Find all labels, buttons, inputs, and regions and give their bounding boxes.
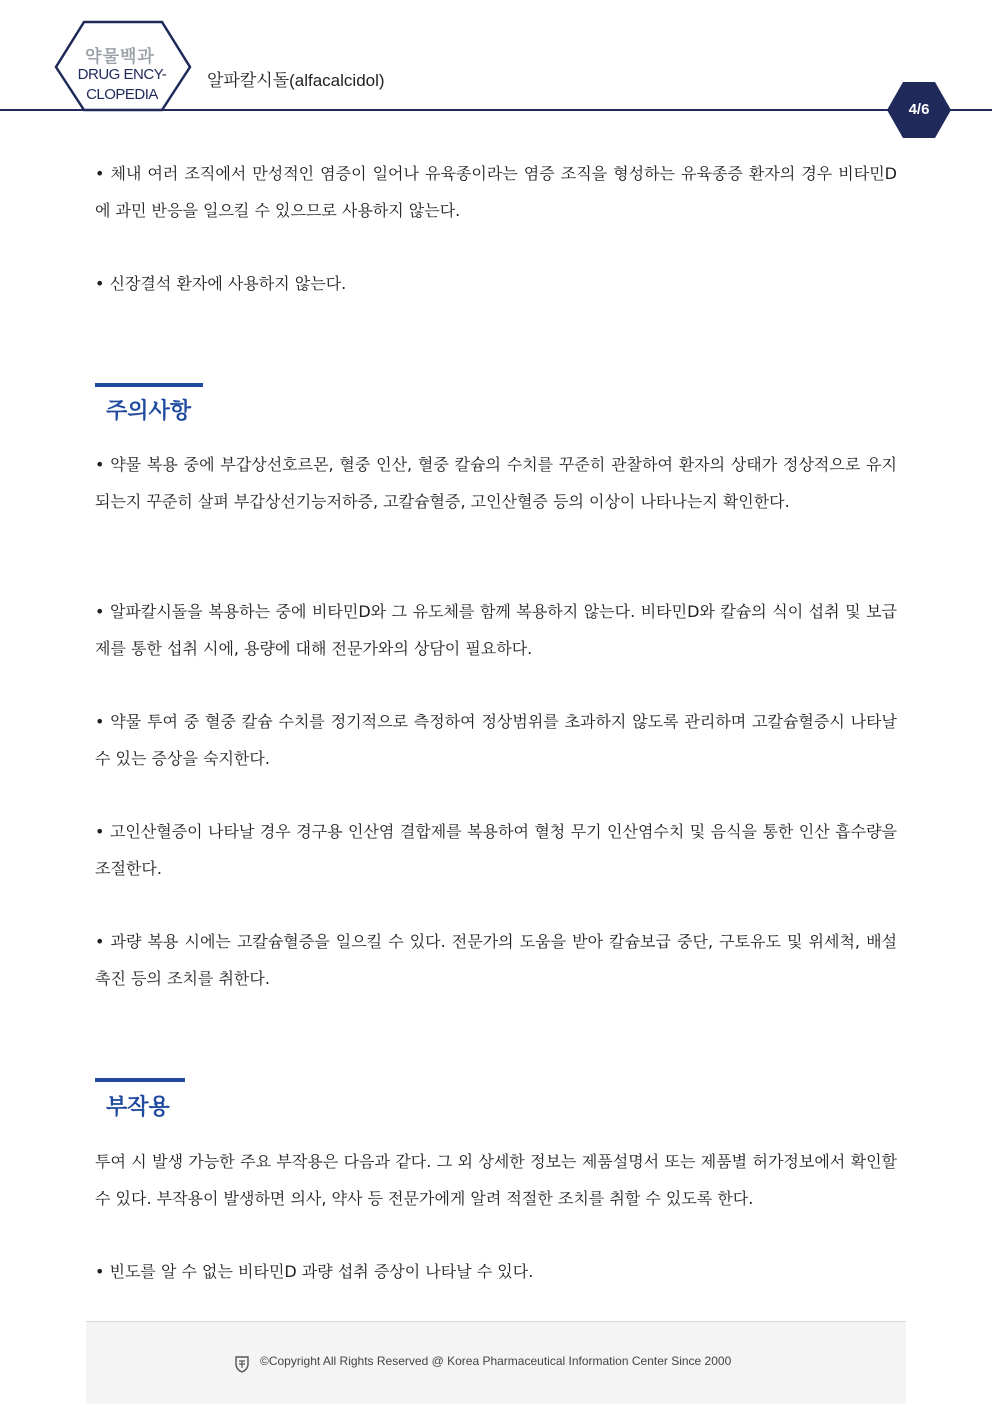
section-bar-precautions [95, 383, 203, 387]
page-indicator: 4/6 [908, 101, 930, 118]
list-item: • 과량 복용 시에는 고칼슘혈증을 일으킬 수 있다. 전문가의 도움을 받아 칼슘보급 중단, 구토유도 및 위세척, 배설 촉진 등의 조치를 취한다. [95, 932, 897, 988]
footer [86, 1321, 906, 1404]
logo-korean-text: 약물백과 [85, 47, 155, 66]
shield-emblem-icon [234, 1355, 250, 1373]
logo-english-line1: DRUG ENCY- [77, 66, 167, 83]
copyright-text: ©Copyright All Rights Reserved @ Korea Pharmaceutical Information Center Since 2000 [260, 1354, 732, 1368]
list-item: • 체내 여러 조직에서 만성적인 염증이 일어나 유육종이라는 염증 조직을 형성하는 유육종증 환자의 경우 비타민D에 과민 반응을 일으킬 수 있으므로 사용하지 않는다. [95, 164, 897, 220]
section-title-side-effects: 부작용 [106, 1095, 170, 1120]
list-item: • 약물 투여 중 혈중 칼슘 수치를 정기적으로 측정하여 정상범위를 초과하지 않도록 관리하며 고칼슘혈증시 나타날 수 있는 증상을 숙지한다. [95, 712, 897, 768]
document-title: 알파칼시돌(alfacalcidol) [207, 71, 385, 90]
header-divider [0, 109, 992, 111]
side-effects-intro: 투여 시 발생 가능한 주요 부작용은 다음과 같다. 그 외 상세한 정보는 제품설명서 또는 제품별 허가정보에서 확인할 수 있다. 부작용이 발생하면 의사, 약사 등 전문가에게 알려 적절한 조치를 취할 수 있도록 한다. [95, 1152, 897, 1208]
list-item: • 고인산혈증이 나타날 경우 경구용 인산염 결합제를 복용하여 혈청 무기 인산염수치 및 음식을 통한 인산 흡수량을 조절한다. [95, 822, 897, 878]
list-item: • 알파칼시돌을 복용하는 중에 비타민D와 그 유도체를 함께 복용하지 않는다. 비타민D와 칼슘의 식이 섭취 및 보급제를 통한 섭취 시에, 용량에 대해 전문가와의 상담이 필요하다. [95, 602, 897, 658]
logo-english-line2: CLOPEDIA [86, 86, 158, 103]
section-title-precautions: 주의사항 [106, 399, 192, 424]
section-bar-side-effects [95, 1078, 185, 1082]
list-item: • 약물 복용 중에 부갑상선호르몬, 혈중 인산, 혈중 칼슘의 수치를 꾸준히 관찰하여 환자의 상태가 정상적으로 유지되는지 꾸준히 살펴 부갑상선기능저하증, 고칼슘혈증, 고인산혈증 등의 이상이 나타나는지 확인한다. [95, 455, 897, 511]
list-item: • 빈도를 알 수 없는 비타민D 과량 섭취 증상이 나타날 수 있다. [95, 1262, 534, 1281]
list-item: • 신장결석 환자에 사용하지 않는다. [95, 274, 347, 293]
